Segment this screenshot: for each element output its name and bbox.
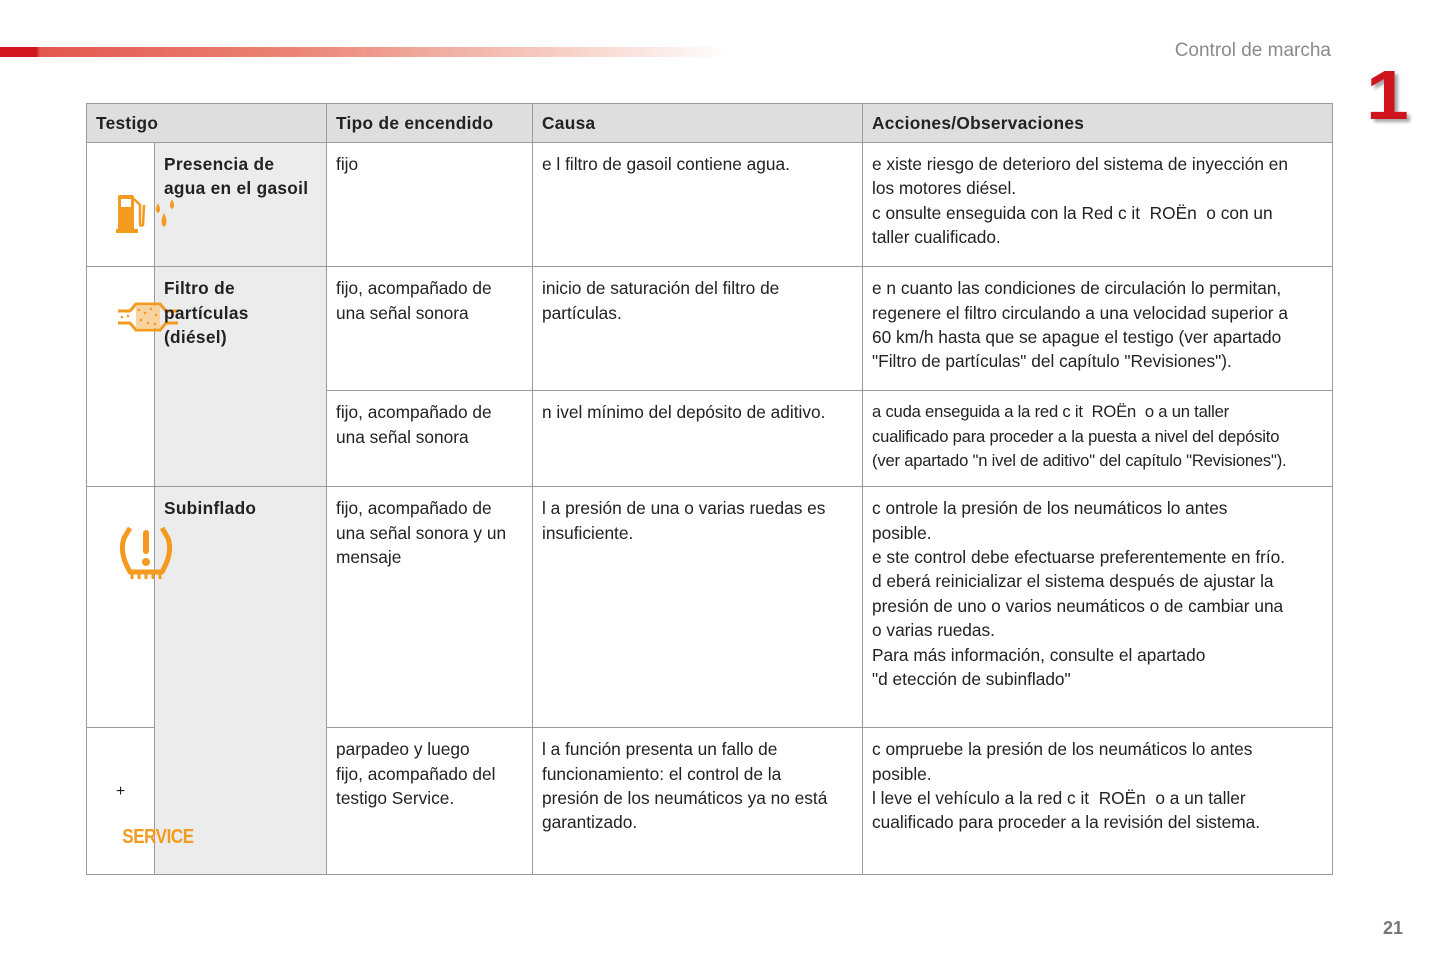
icon-cell [87, 143, 155, 267]
warning-name: Subinflado [155, 487, 327, 875]
tyre-pressure-warning-icon [116, 524, 176, 582]
column-header: Testigo [87, 104, 327, 143]
cause: l a función presenta un fallo de funcionamiento: el control de la presión de los neumáticos ya no está garantizado. [533, 728, 863, 875]
table-row [87, 267, 1333, 391]
cause: e l filtro de gasoil contiene agua. [533, 143, 863, 267]
section-title: Control de marcha [1174, 40, 1331, 61]
cause: inicio de saturación del filtro de partículas. [533, 267, 863, 391]
cause: n ivel mínimo del depósito de aditivo. [533, 391, 863, 487]
table-header-row [87, 104, 1333, 143]
header-gradient-bar [0, 47, 730, 57]
warning-name: Presencia de agua en el gasoil [155, 143, 327, 267]
activation-type: fijo, acompañado de una señal sonora [327, 267, 533, 391]
chapter-number: 1 [1366, 56, 1409, 134]
column-header: Causa [533, 104, 863, 143]
plus-icon: + [115, 783, 126, 801]
icon-cell [87, 267, 155, 487]
page-number: 21 [1382, 918, 1403, 938]
service-icon [87, 728, 194, 875]
column-header: Tipo de encendido [327, 104, 533, 143]
activation-type: fijo, acompañado de una señal sonora [327, 391, 533, 487]
activation-type: parpadeo y luego fijo, acompañado del testigo Service. [327, 728, 533, 875]
actions: a cuda enseguida a la red c it ROËn o a un taller cualificado para proceder a la puesta a nivel del depósito (ver apartado "n ivel de aditivo" del capítulo "Revisiones"). [863, 391, 1333, 487]
warning-lights-table [86, 103, 1333, 875]
service-label: SERVICE [122, 826, 194, 849]
table-row [87, 487, 1333, 728]
activation-type: fijo [327, 143, 533, 267]
activation-type: fijo, acompañado de una señal sonora y un mensaje [327, 487, 533, 728]
warning-name: Filtro de partículas (diésel) [155, 267, 327, 487]
actions: e n cuanto las condiciones de circulación lo permitan, regenere el filtro circulando a una velocidad superior a 60 km/h hasta que se apague el testigo (ver apartado "Filtro de partículas" del capítulo "Revisiones"). [863, 267, 1333, 391]
cause: l a presión de una o varias ruedas es insuficiente. [533, 487, 863, 728]
actions: c ompruebe la presión de los neumáticos lo antes posible. l leve el vehículo a la red c it ROËn o a un taller cualificado para proceder a la revisión del sistema. [863, 728, 1333, 875]
actions: e xiste riesgo de deterioro del sistema de inyección en los motores diésel. c onsulte enseguida con la Red c it ROËn o con un taller cualificado. [863, 143, 1333, 267]
icon-cell [87, 487, 155, 728]
table-row [87, 143, 1333, 267]
column-header: Acciones/Observaciones [863, 104, 1333, 143]
actions: c ontrole la presión de los neumáticos lo antes posible. e ste control debe efectuarse preferentemente en frío. d eberá reinicializar el sistema después de ajustar la presión de uno o varios neumáticos o de cambiar una o varias ruedas. Para más información, consulte el apartado "d etección de subinflado" [863, 487, 1333, 728]
